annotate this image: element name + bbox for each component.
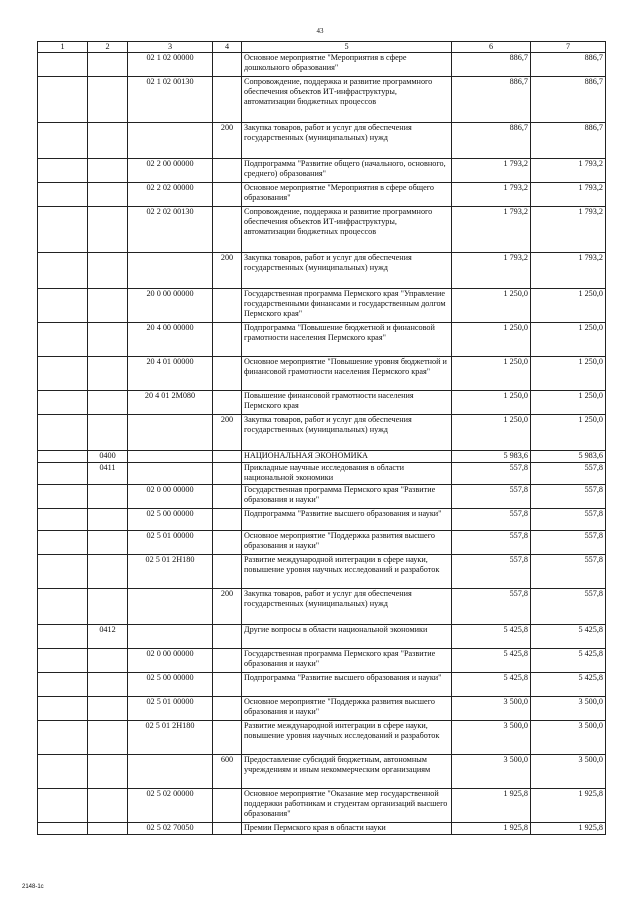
cell-c6: 3 500,0 — [452, 755, 531, 789]
cell-c3: 02 0 00 00000 — [128, 649, 213, 673]
cell-c7: 1 925,8 — [531, 823, 606, 835]
cell-c6: 557,8 — [452, 589, 531, 625]
cell-c7: 1 250,0 — [531, 357, 606, 391]
cell-c1 — [38, 509, 88, 531]
cell-c7: 3 500,0 — [531, 721, 606, 755]
cell-c3: 20 4 01 2М080 — [128, 391, 213, 415]
cell-c4 — [213, 391, 242, 415]
cell-c7: 1 925,8 — [531, 789, 606, 823]
table-row — [38, 159, 606, 183]
cell-c1 — [38, 673, 88, 697]
cell-c7: 5 425,8 — [531, 673, 606, 697]
cell-c2: 0412 — [88, 625, 128, 649]
cell-c4 — [213, 509, 242, 531]
cell-c6: 5 425,8 — [452, 673, 531, 697]
table-row — [38, 721, 606, 755]
cell-c1 — [38, 463, 88, 485]
cell-c4: 200 — [213, 123, 242, 159]
cell-c6: 1 793,2 — [452, 207, 531, 253]
cell-c5: Закупка товаров, работ и услуг для обеспечения государственных (муниципальных) нужд — [242, 415, 452, 451]
cell-c6: 1 793,2 — [452, 253, 531, 289]
table-row — [38, 789, 606, 823]
cell-c5: Основное мероприятие "Повышение уровня бюджетной и финансовой грамотности населения Пермского края" — [242, 357, 452, 391]
cell-c3 — [128, 415, 213, 451]
cell-c6: 5 425,8 — [452, 649, 531, 673]
cell-c2 — [88, 789, 128, 823]
cell-c4 — [213, 721, 242, 755]
cell-c5: Основное мероприятие "Мероприятия в сфере дошкольного образования" — [242, 53, 452, 77]
cell-c7: 886,7 — [531, 53, 606, 77]
cell-c1 — [38, 823, 88, 835]
cell-c2 — [88, 253, 128, 289]
table-row — [38, 451, 606, 463]
cell-c7: 3 500,0 — [531, 697, 606, 721]
cell-c2 — [88, 697, 128, 721]
cell-c2 — [88, 589, 128, 625]
cell-c4 — [213, 625, 242, 649]
document-code: 2148-1с — [22, 884, 44, 890]
cell-c5: Государственная программа Пермского края "Управление государственными финансами и государственным долгом Пермского края" — [242, 289, 452, 323]
table-row — [38, 77, 606, 123]
cell-c2 — [88, 649, 128, 673]
table-row — [38, 823, 606, 835]
cell-c5: НАЦИОНАЛЬНАЯ ЭКОНОМИКА — [242, 451, 452, 463]
cell-c1 — [38, 253, 88, 289]
cell-c3: 02 1 02 00130 — [128, 77, 213, 123]
cell-c7: 557,8 — [531, 531, 606, 555]
cell-c3: 02 2 02 00000 — [128, 183, 213, 207]
cell-c3: 02 5 02 70050 — [128, 823, 213, 835]
cell-c6: 5 425,8 — [452, 625, 531, 649]
table-row — [38, 673, 606, 697]
cell-c5: Сопровождение, поддержка и развитие программного обеспечения объектов ИТ-инфраструктуры, автоматизации бюджетных процессов — [242, 207, 452, 253]
cell-c2 — [88, 531, 128, 555]
cell-c6: 1 250,0 — [452, 391, 531, 415]
cell-c2: 0400 — [88, 451, 128, 463]
cell-c4: 200 — [213, 415, 242, 451]
column-header: 3 — [128, 42, 213, 53]
cell-c5: Закупка товаров, работ и услуг для обеспечения государственных (муниципальных) нужд — [242, 589, 452, 625]
cell-c7: 557,8 — [531, 589, 606, 625]
cell-c2 — [88, 673, 128, 697]
cell-c4 — [213, 697, 242, 721]
cell-c4 — [213, 673, 242, 697]
table-row — [38, 391, 606, 415]
cell-c1 — [38, 123, 88, 159]
cell-c5: Развитие международной интеграции в сфере науки, повышение уровня научных исследований и разработок — [242, 721, 452, 755]
table-row — [38, 463, 606, 485]
cell-c2 — [88, 207, 128, 253]
column-header: 6 — [452, 42, 531, 53]
cell-c4 — [213, 289, 242, 323]
cell-c6: 1 925,8 — [452, 823, 531, 835]
cell-c6: 3 500,0 — [452, 721, 531, 755]
cell-c6: 557,8 — [452, 463, 531, 485]
cell-c1 — [38, 451, 88, 463]
page-number: 43 — [316, 27, 324, 35]
cell-c6: 1 250,0 — [452, 289, 531, 323]
cell-c4 — [213, 823, 242, 835]
cell-c3: 20 4 01 00000 — [128, 357, 213, 391]
table-row — [38, 531, 606, 555]
cell-c7: 5 425,8 — [531, 625, 606, 649]
cell-c7: 1 250,0 — [531, 289, 606, 323]
cell-c4 — [213, 53, 242, 77]
cell-c3: 20 4 00 00000 — [128, 323, 213, 357]
cell-c7: 5 983,6 — [531, 451, 606, 463]
cell-c3: 02 2 00 00000 — [128, 159, 213, 183]
table-row — [38, 625, 606, 649]
cell-c3: 02 2 02 00130 — [128, 207, 213, 253]
cell-c2 — [88, 289, 128, 323]
cell-c7: 1 793,2 — [531, 183, 606, 207]
table-row — [38, 289, 606, 323]
table-body — [38, 53, 606, 835]
cell-c4 — [213, 649, 242, 673]
cell-c5: Основное мероприятие "Мероприятия в сфере общего образования" — [242, 183, 452, 207]
budget-table — [37, 41, 606, 835]
cell-c7: 557,8 — [531, 509, 606, 531]
table-row — [38, 53, 606, 77]
cell-c6: 557,8 — [452, 509, 531, 531]
cell-c1 — [38, 697, 88, 721]
cell-c4 — [213, 357, 242, 391]
cell-c6: 886,7 — [452, 53, 531, 77]
cell-c7: 1 250,0 — [531, 415, 606, 451]
cell-c5: Подпрограмма "Развитие высшего образования и науки" — [242, 509, 452, 531]
cell-c6: 557,8 — [452, 555, 531, 589]
cell-c5: Подпрограмма "Развитие высшего образования и науки" — [242, 673, 452, 697]
table-row — [38, 415, 606, 451]
cell-c2 — [88, 159, 128, 183]
cell-c4 — [213, 531, 242, 555]
cell-c2 — [88, 721, 128, 755]
cell-c1 — [38, 589, 88, 625]
cell-c2 — [88, 415, 128, 451]
cell-c5: Подпрограмма "Повышение бюджетной и финансовой грамотности населения Пермского края" — [242, 323, 452, 357]
cell-c6: 3 500,0 — [452, 697, 531, 721]
cell-c7: 557,8 — [531, 485, 606, 509]
cell-c5: Основное мероприятие "Оказание мер государственной поддержки работникам и студентам организаций высшего образования" — [242, 789, 452, 823]
cell-c7: 3 500,0 — [531, 755, 606, 789]
column-header: 4 — [213, 42, 242, 53]
column-header: 2 — [88, 42, 128, 53]
cell-c5: Подпрограмма "Развитие общего (начального, основного, среднего) образования" — [242, 159, 452, 183]
cell-c3 — [128, 755, 213, 789]
cell-c3 — [128, 463, 213, 485]
cell-c5: Закупка товаров, работ и услуг для обеспечения государственных (муниципальных) нужд — [242, 253, 452, 289]
cell-c6: 886,7 — [452, 123, 531, 159]
cell-c4: 200 — [213, 253, 242, 289]
cell-c1 — [38, 789, 88, 823]
cell-c1 — [38, 183, 88, 207]
cell-c5: Государственная программа Пермского края "Развитие образования и науки" — [242, 649, 452, 673]
cell-c2 — [88, 323, 128, 357]
cell-c5: Прикладные научные исследования в области национальной экономики — [242, 463, 452, 485]
cell-c4 — [213, 77, 242, 123]
cell-c1 — [38, 323, 88, 357]
cell-c7: 1 250,0 — [531, 323, 606, 357]
table-row — [38, 183, 606, 207]
cell-c5: Основное мероприятие "Поддержка развития высшего образования и науки" — [242, 531, 452, 555]
cell-c2 — [88, 391, 128, 415]
cell-c5: Развитие международной интеграции в сфере науки, повышение уровня научных исследований и разработок — [242, 555, 452, 589]
cell-c7: 1 793,2 — [531, 207, 606, 253]
cell-c3 — [128, 625, 213, 649]
cell-c7: 557,8 — [531, 555, 606, 589]
table-row — [38, 323, 606, 357]
cell-c6: 886,7 — [452, 77, 531, 123]
cell-c3: 02 5 00 00000 — [128, 509, 213, 531]
header-row — [38, 42, 606, 53]
cell-c7: 1 793,2 — [531, 253, 606, 289]
cell-c1 — [38, 625, 88, 649]
cell-c2 — [88, 509, 128, 531]
cell-c7: 557,8 — [531, 463, 606, 485]
table-row — [38, 755, 606, 789]
cell-c4: 200 — [213, 589, 242, 625]
cell-c1 — [38, 721, 88, 755]
cell-c5: Предоставление субсидий бюджетным, автономным учреждениям и иным некоммерческим организациям — [242, 755, 452, 789]
column-header: 5 — [242, 42, 452, 53]
cell-c6: 557,8 — [452, 485, 531, 509]
cell-c5: Сопровождение, поддержка и развитие программного обеспечения объектов ИТ-инфраструктуры, автоматизации бюджетных процессов — [242, 77, 452, 123]
cell-c3: 02 5 01 2Н180 — [128, 555, 213, 589]
table-row — [38, 207, 606, 253]
cell-c7: 1 793,2 — [531, 159, 606, 183]
cell-c4 — [213, 463, 242, 485]
table-row — [38, 123, 606, 159]
table-row — [38, 357, 606, 391]
cell-c3 — [128, 451, 213, 463]
cell-c6: 1 250,0 — [452, 357, 531, 391]
cell-c5: Другие вопросы в области национальной экономики — [242, 625, 452, 649]
cell-c3: 02 5 02 00000 — [128, 789, 213, 823]
cell-c7: 886,7 — [531, 77, 606, 123]
cell-c2 — [88, 485, 128, 509]
cell-c1 — [38, 289, 88, 323]
cell-c4 — [213, 555, 242, 589]
cell-c5: Повышение финансовой грамотности населения Пермского края — [242, 391, 452, 415]
cell-c3: 02 5 00 00000 — [128, 673, 213, 697]
cell-c2 — [88, 755, 128, 789]
cell-c6: 1 793,2 — [452, 183, 531, 207]
cell-c1 — [38, 53, 88, 77]
cell-c7: 1 250,0 — [531, 391, 606, 415]
cell-c1 — [38, 207, 88, 253]
cell-c4 — [213, 451, 242, 463]
cell-c3 — [128, 589, 213, 625]
cell-c6: 1 250,0 — [452, 415, 531, 451]
table-row — [38, 697, 606, 721]
cell-c2 — [88, 823, 128, 835]
cell-c7: 886,7 — [531, 123, 606, 159]
column-header: 1 — [38, 42, 88, 53]
cell-c3 — [128, 123, 213, 159]
cell-c6: 5 983,6 — [452, 451, 531, 463]
table-row — [38, 509, 606, 531]
cell-c5: Основное мероприятие "Поддержка развития высшего образования и науки" — [242, 697, 452, 721]
cell-c1 — [38, 649, 88, 673]
cell-c2 — [88, 77, 128, 123]
cell-c6: 557,8 — [452, 531, 531, 555]
table-row — [38, 555, 606, 589]
cell-c5: Премии Пермского края в области науки — [242, 823, 452, 835]
cell-c3: 02 0 00 00000 — [128, 485, 213, 509]
cell-c6: 1 793,2 — [452, 159, 531, 183]
cell-c2 — [88, 123, 128, 159]
cell-c2 — [88, 53, 128, 77]
cell-c3: 02 5 01 2Н180 — [128, 721, 213, 755]
table-row — [38, 589, 606, 625]
table-row — [38, 485, 606, 509]
cell-c1 — [38, 485, 88, 509]
cell-c4 — [213, 323, 242, 357]
cell-c4 — [213, 789, 242, 823]
cell-c1 — [38, 755, 88, 789]
cell-c2 — [88, 357, 128, 391]
column-header: 7 — [531, 42, 606, 53]
cell-c5: Государственная программа Пермского края "Развитие образования и науки" — [242, 485, 452, 509]
cell-c2: 0411 — [88, 463, 128, 485]
cell-c1 — [38, 391, 88, 415]
cell-c1 — [38, 531, 88, 555]
cell-c4 — [213, 183, 242, 207]
cell-c1 — [38, 555, 88, 589]
cell-c5: Закупка товаров, работ и услуг для обеспечения государственных (муниципальных) нужд — [242, 123, 452, 159]
cell-c2 — [88, 555, 128, 589]
cell-c4 — [213, 207, 242, 253]
cell-c4: 600 — [213, 755, 242, 789]
cell-c1 — [38, 357, 88, 391]
cell-c1 — [38, 415, 88, 451]
cell-c7: 5 425,8 — [531, 649, 606, 673]
cell-c4 — [213, 485, 242, 509]
cell-c6: 1 925,8 — [452, 789, 531, 823]
cell-c2 — [88, 183, 128, 207]
cell-c3: 20 0 00 00000 — [128, 289, 213, 323]
cell-c3: 02 1 02 00000 — [128, 53, 213, 77]
cell-c3 — [128, 253, 213, 289]
table-row — [38, 253, 606, 289]
cell-c1 — [38, 77, 88, 123]
cell-c3: 02 5 01 00000 — [128, 531, 213, 555]
cell-c3: 02 5 01 00000 — [128, 697, 213, 721]
cell-c1 — [38, 159, 88, 183]
table-row — [38, 649, 606, 673]
cell-c6: 1 250,0 — [452, 323, 531, 357]
cell-c4 — [213, 159, 242, 183]
